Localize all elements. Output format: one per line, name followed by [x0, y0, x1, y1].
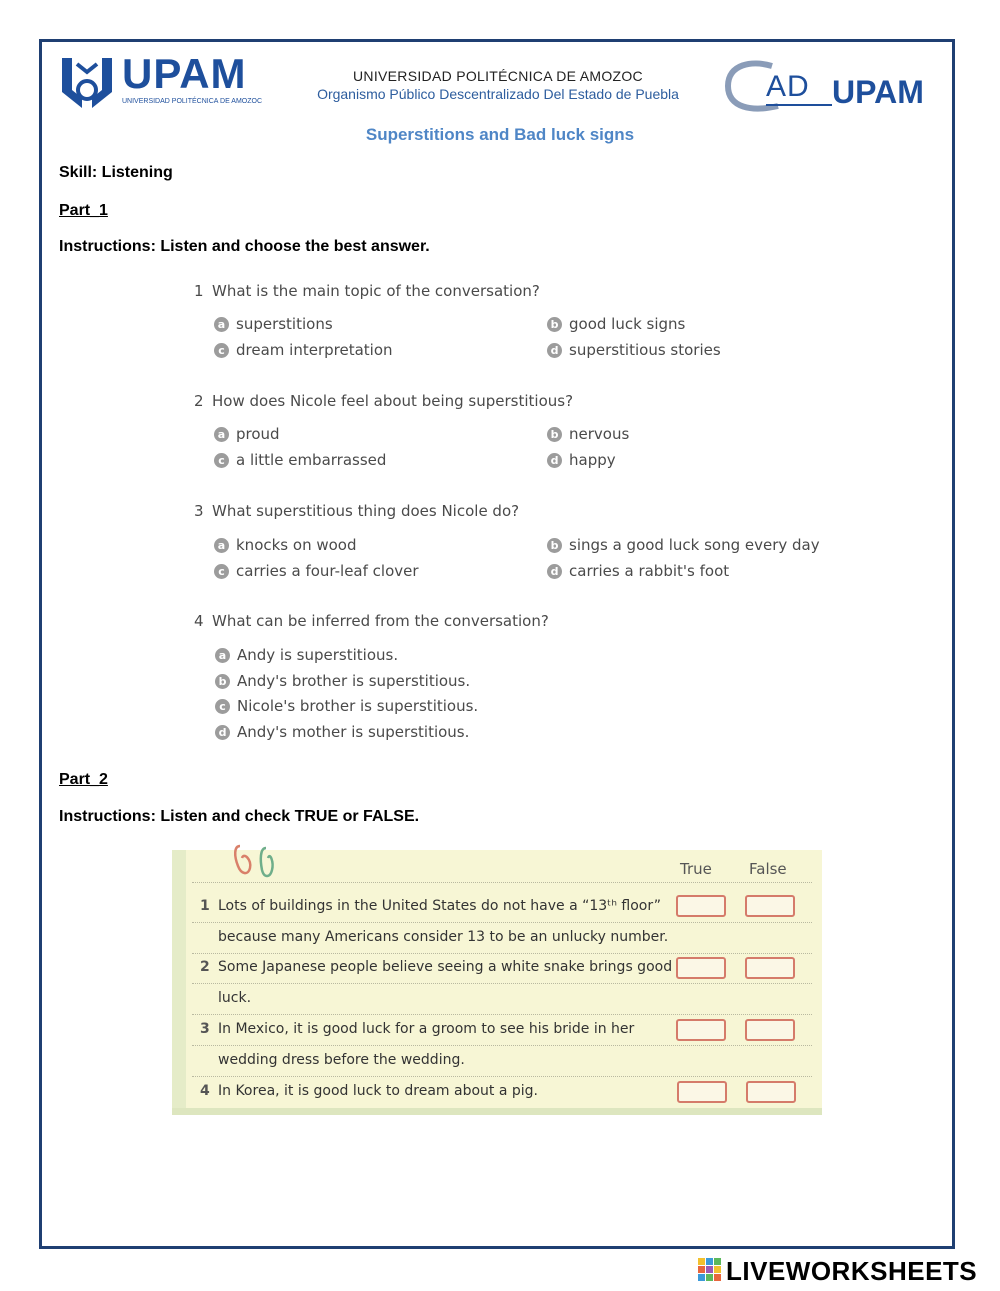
q4-option-a[interactable]: a Andy is superstitious. [215, 646, 398, 664]
cad-logo-ad: AD [766, 70, 810, 103]
statement-4-true-box[interactable] [677, 1081, 727, 1103]
q2-option-c[interactable]: c a little embarrassed [214, 451, 386, 469]
cad-upam-logo [722, 58, 942, 114]
q1-option-c[interactable]: c dream interpretation [214, 341, 393, 359]
paperclip-icon [230, 842, 280, 882]
q3-option-c[interactable]: c carries a four-leaf clover [214, 562, 419, 580]
q1-option-b[interactable]: b good luck signs [547, 315, 685, 333]
statement-4-false-box[interactable] [746, 1081, 796, 1103]
column-false: False [749, 860, 787, 878]
table-margin-stripe [172, 850, 186, 1115]
row-divider [192, 1076, 812, 1077]
liveworksheets-icon [698, 1258, 722, 1282]
statement-1-false-box[interactable] [745, 895, 795, 917]
q4-option-b[interactable]: b Andy's brother is superstitious. [215, 672, 470, 690]
q3-option-d[interactable]: d carries a rabbit's foot [547, 562, 729, 580]
true-false-table: True False 1 Lots of buildings in the United States do not have a “13ᵗʰ floor” because many Americans consider 13 to be an unlucky number. 2 Some Japanese people believe seeing a white snake brings good luck. 3 In Mexico, it is good luck for a groom to see his bride in her wedding dress before the wedding. 4 In Korea, it is good luck to dream about a pig. [172, 850, 822, 1115]
part1-instructions: Instructions: Listen and choose the best answer. [59, 238, 430, 255]
column-true: True [680, 860, 712, 878]
statement-3-false-box[interactable] [745, 1019, 795, 1041]
liveworksheets-logo [698, 1256, 998, 1284]
question-4: 4 What can be inferred from the conversation? [194, 612, 549, 630]
q2-option-b[interactable]: b nervous [547, 425, 629, 443]
row-divider [192, 1014, 812, 1015]
table-bottom-edge [172, 1108, 822, 1115]
liveworksheets-brand: LIVEWORKSHEETS [726, 1256, 978, 1286]
row-divider [192, 983, 812, 984]
question-2: 2 How does Nicole feel about being superstitious? [194, 392, 574, 410]
cad-logo-upam: UPAM [832, 74, 924, 110]
part1-heading: Part_1 [59, 202, 108, 219]
row-divider [192, 922, 812, 923]
upam-logo-word: UPAM [122, 50, 247, 97]
q1-option-a[interactable]: a superstitions [214, 315, 333, 333]
q1-option-d[interactable]: d superstitious stories [547, 341, 721, 359]
skill-label: Skill: Listening [59, 164, 173, 181]
upam-logo [58, 50, 268, 112]
q2-option-a[interactable]: a proud [214, 425, 280, 443]
university-name: UNIVERSIDAD POLITÉCNICA DE AMOZOC [353, 68, 643, 84]
upam-emblem-icon [58, 56, 116, 112]
row-divider [192, 953, 812, 954]
row-divider [192, 882, 812, 883]
cad-logo-underline [766, 104, 832, 106]
statement-3-true-box[interactable] [676, 1019, 726, 1041]
page-title: Superstitions and Bad luck signs [365, 125, 635, 144]
row-divider [192, 1045, 812, 1046]
question-3: 3 What superstitious thing does Nicole do? [194, 502, 520, 520]
upam-logo-subtitle: UNIVERSIDAD POLITÉCNICA DE AMOZOC [122, 98, 263, 105]
q4-option-d[interactable]: d Andy's mother is superstitious. [215, 723, 469, 741]
statement-2-false-box[interactable] [745, 957, 795, 979]
q3-option-b[interactable]: b sings a good luck song every day [547, 536, 820, 554]
q4-option-c[interactable]: c Nicole's brother is superstitious. [215, 697, 478, 715]
statement-1-true-box[interactable] [676, 895, 726, 917]
part2-heading: Part_2 [59, 771, 108, 788]
question-1: 1 What is the main topic of the conversation? [194, 282, 540, 300]
q3-option-a[interactable]: a knocks on wood [214, 536, 356, 554]
part2-instructions: Instructions: Listen and check TRUE or FALSE. [59, 808, 420, 825]
statement-2-true-box[interactable] [676, 957, 726, 979]
university-organism: Organismo Público Descentralizado Del Estado de Puebla [317, 86, 679, 102]
q2-option-d[interactable]: d happy [547, 451, 616, 469]
